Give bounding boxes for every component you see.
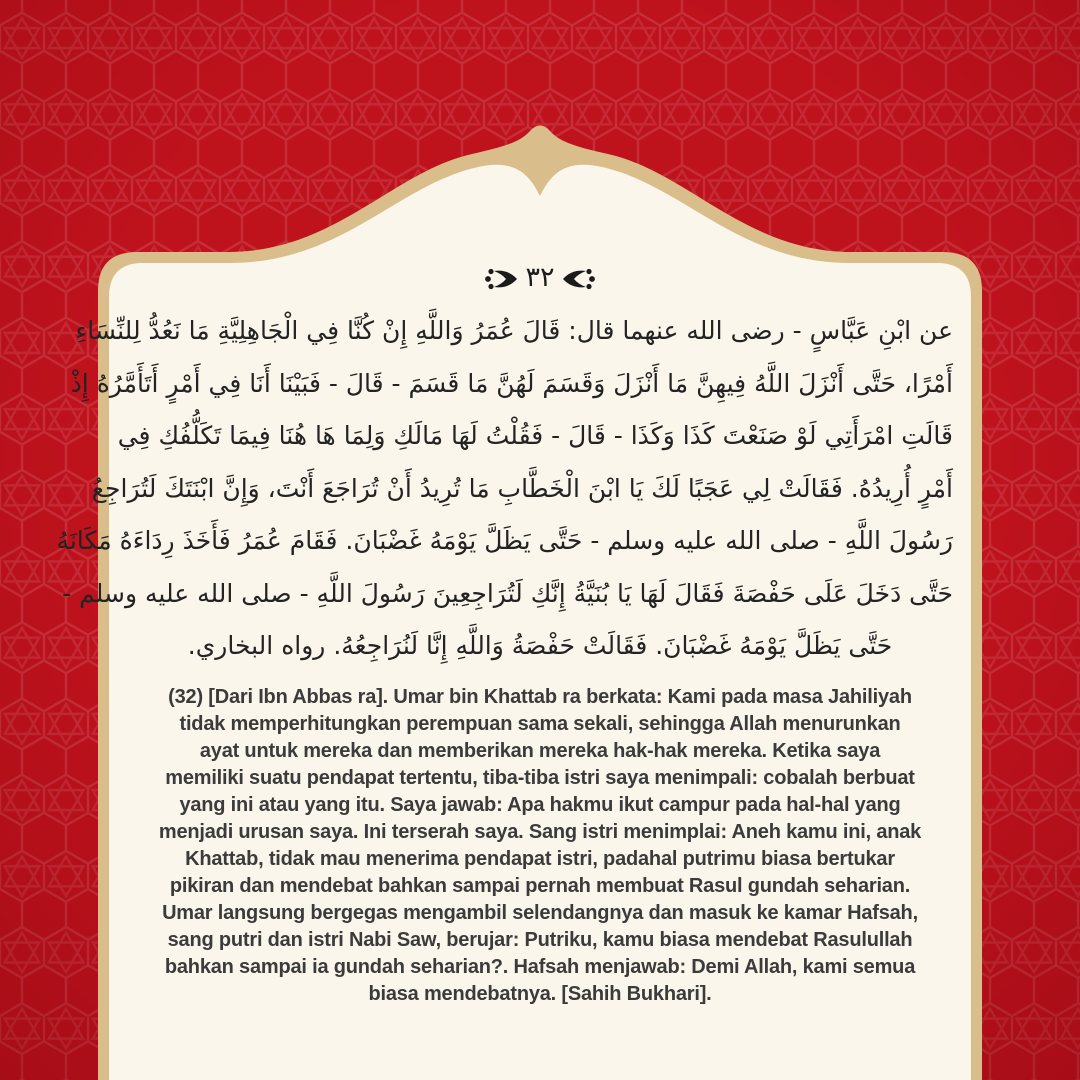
hadith-translation-line: ayat untuk mereka dan memberikan mereka hak-hak mereka. Ketika saya [199, 740, 881, 762]
hadith-translation-line: sang putri dan istri Nabi Saw, berujar: Putriku, kamu biasa mendebat Rasulullah [167, 929, 913, 951]
hadith-translation-line: (32) [Dari Ibn Abbas ra]. Umar bin Khattab ra berkata: Kami pada masa Jahiliyah [168, 686, 912, 708]
hadith-arabic-line: أَمْرٍ أُرِيدُهُ. فَقَالَتْ لِي عَجَبًا لَكَ يَا ابْنَ الْخَطَّابِ مَا تُرِيدُ أَنْ تُرَاجَعَ أَنْتَ، وَإِنَّ ابْنَتَكَ لَتُرَاجِعُ [91, 473, 953, 503]
hadith-arabic-text [56, 305, 953, 673]
hadith-arabic-line: حَتَّى يَظَلَّ يَوْمَهُ غَضْبَانَ. فَقَالَتْ حَفْصَةُ وَاللَّهِ إِنَّا لَنُرَاجِعُهُ. رواه البخاري. [187, 631, 893, 660]
hadith-number-ornament [0, 256, 1080, 302]
hadith-translation-line: yang ini atau yang itu. Saya jawab: Apa hakmu ikut campur pada hal-hal yang [179, 794, 901, 816]
hadith-translation-line: memiliki suatu pendapat tertentu, tiba-tiba istri saya menimpali: cobalah berbuat [165, 767, 915, 789]
hadith-translation-line: bahkan sampai ia gundah seharian?. Hafsah menjawab: Demi Allah, kami semua [164, 956, 916, 978]
flourish-right-icon [484, 266, 518, 292]
hadith-arabic-line: أَمْرًا، حَتَّى أَنْزَلَ اللَّهُ فِيهِنَّ مَا أَنْزَلَ وَقَسَمَ لَهُنَّ مَا قَسَمَ - قَالَ - فَبَيْنَا أَنَا فِي أَمْرٍ أَتَأَمَّرُهُ إِذْ [70, 368, 953, 398]
hadith-translation-line: tidak memperhitungkan perempuan sama sekali, sehingga Allah menurunkan [179, 713, 901, 735]
hadith-translation-text [110, 684, 970, 1008]
hadith-translation-line: Khattab, tidak mau menerima pendapat istri, padahal putrimu biasa bertukar [185, 848, 895, 870]
hadith-arabic-line: رَسُولَ اللَّهِ - صلى الله عليه وسلم - حَتَّى يَظَلَّ يَوْمَهُ غَضْبَانَ. فَقَامَ عُمَرُ فَأَخَذَ رِدَاءَهُ مَكَانَهُ [56, 526, 953, 555]
hadith-translation-line: biasa mendebatnya. [Sahih Bukhari]. [368, 983, 712, 1005]
hadith-translation-line: menjadi urusan saya. Ini terserah saya. Sang istri menimplai: Aneh kamu ini, anak [158, 821, 922, 843]
flourish-left-icon [562, 266, 596, 292]
hadith-arabic-line: قَالَتِ امْرَأَتِي لَوْ صَنَعْتَ كَذَا وَكَذَا - قَالَ - فَقُلْتُ لَهَا مَالَكِ وَلِمَا هَا هُنَا فِيمَا تَكَلُّفُكِ فِي [117, 421, 953, 450]
hadith-arabic-line: عن ابْنِ عَبَّاسٍ - رضى الله عنهما قال: قَالَ عُمَرُ وَاللَّهِ إِنْ كُنَّا فِي الْجَاهِلِيَّةِ مَا نَعُدُّ لِلنِّسَاءِ [75, 316, 953, 345]
hadith-translation-line: Umar langsung bergegas mengambil selendangnya dan masuk ke kamar Hafsah, [162, 902, 918, 924]
hadith-number: ٣٢ [525, 261, 555, 293]
hadith-translation-line: pikiran dan mendebat bahkan sampai pernah membuat Rasul gundah seharian. [169, 875, 911, 897]
hadith-arabic-line: حَتَّى دَخَلَ عَلَى حَفْصَةَ فَقَالَ لَهَا يَا بُنَيَّةُ إِنَّكِ لَتُرَاجِعِينَ رَسُولَ اللَّهِ - صلى الله عليه وسلم - [62, 578, 953, 608]
